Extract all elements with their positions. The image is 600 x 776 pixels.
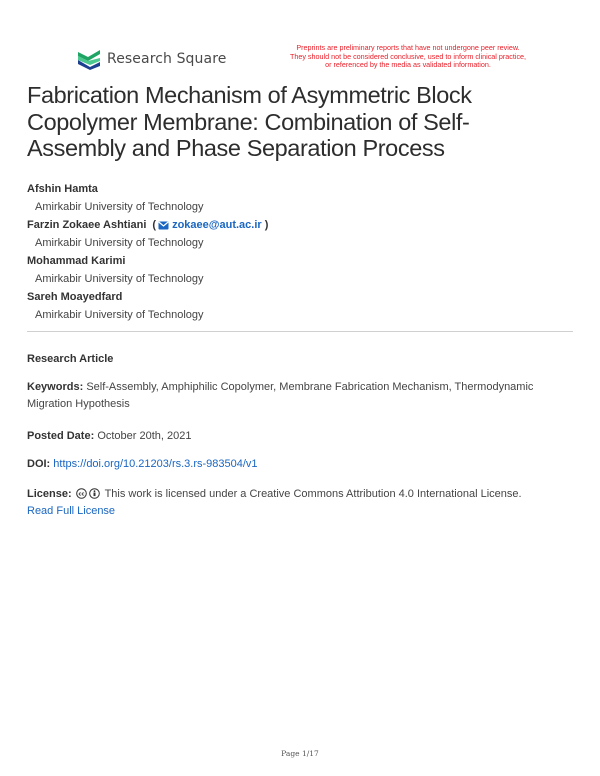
doi-label: DOI: — [27, 458, 51, 470]
author-affiliation: Amirkabir University of Technology — [35, 273, 204, 285]
paper-title: Fabrication Mechanism of Asymmetric Block Copolymer Membrane: Combination of Self-Assembly and Phase Separation Process — [27, 82, 472, 161]
author-name: Mohammad Karimi — [27, 255, 126, 267]
creative-commons-icons — [76, 488, 100, 499]
author-affiliation: Amirkabir University of Technology — [35, 201, 204, 213]
keywords-value: Self-Assembly, Amphiphilic Copolymer, Membrane Fabrication Mechanism, Thermodynamic Migration Hypothesis — [27, 381, 534, 410]
preprint-disclaimer — [258, 44, 558, 70]
author-name: Afshin Hamta — [27, 183, 98, 195]
article-type-row — [27, 351, 573, 368]
author-name: Farzin Zokaee Ashtiani — [27, 219, 147, 231]
cc-icon — [76, 488, 87, 499]
envelope-icon — [158, 221, 169, 230]
doi-row — [27, 456, 573, 473]
author-list — [27, 180, 567, 324]
license-text: This work is licensed under a Creative Commons Attribution 4.0 International License. — [104, 488, 522, 500]
disclaimer-line: Preprints are preliminary reports that have not undergone peer review. — [296, 43, 520, 52]
read-full-license-link[interactable]: Read Full License — [27, 505, 116, 517]
section-divider — [27, 331, 573, 332]
posted-date-label: Posted Date: — [27, 430, 95, 442]
logo-text: Research Square — [107, 51, 227, 67]
author-name: Sareh Moayedfard — [27, 291, 123, 303]
author-name-row — [27, 216, 567, 234]
author-item — [27, 252, 567, 288]
keywords-row — [27, 379, 573, 413]
author-email-link[interactable]: ( zokaee@aut.ac.ir ) — [152, 216, 268, 234]
posted-date-value: October 20th, 2021 — [97, 430, 192, 442]
research-square-logo-icon — [76, 47, 102, 71]
license-row — [27, 486, 573, 520]
author-email: zokaee@aut.ac.ir — [172, 219, 262, 231]
disclaimer-line: or referenced by the media as validated information. — [325, 60, 491, 70]
article-type: Research Article — [27, 353, 114, 365]
page-number: Page 1/17 — [281, 749, 319, 758]
research-square-logo[interactable] — [76, 47, 226, 71]
keywords-label: Keywords: — [27, 381, 84, 393]
author-affiliation: Amirkabir University of Technology — [35, 237, 204, 249]
author-affiliation: Amirkabir University of Technology — [35, 309, 204, 321]
doi-link[interactable]: https://doi.org/10.21203/rs.3.rs-983504/v1 — [53, 458, 258, 470]
svg-text:cc: cc — [78, 491, 85, 498]
posted-date-row — [27, 428, 573, 445]
author-item — [27, 288, 567, 324]
disclaimer-line: They should not be considered conclusive, used to inform clinical practice, — [289, 51, 527, 61]
author-item — [27, 216, 567, 252]
attribution-icon — [89, 488, 100, 499]
license-label: License: — [27, 488, 72, 500]
author-item — [27, 180, 567, 216]
